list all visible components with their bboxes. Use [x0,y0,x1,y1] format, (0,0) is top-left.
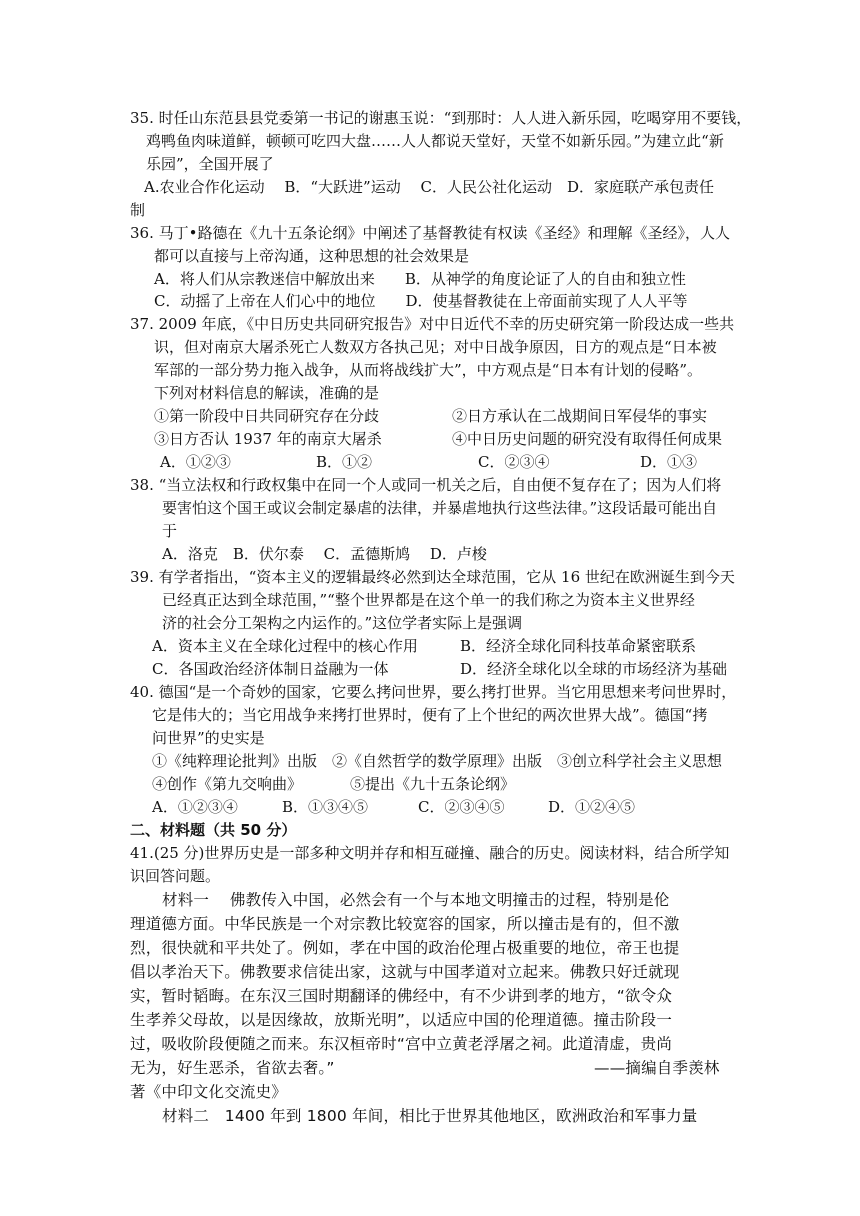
q37-option-c: C．②③④ [478,453,550,471]
q40-statements-1-3: ①《纯粹理论批判》出版 ②《自然哲学的数学原理》出版 ③创立科学社会主义思想 [152,752,723,770]
material1-line6: 生孝养父母故，以是因缘故，放斯光明”，以适应中国的伦理道德。撞击阶段一 [130,1011,673,1029]
q37-option-b: B．①② [316,453,373,471]
q40-option-a: A．①②③④ [152,798,238,816]
q39-stem-line3: 济的社会分工架构之内运作的。”这位学者实际上是强调 [162,614,523,632]
q40-option-d: D．①②④⑤ [548,798,636,816]
q40-stem-line2: 它是伟大的；当它用战争来拷打世界时，便有了上个世纪的两次世界大战”。德国“拷 [152,706,708,724]
material1-line5: 实，暂时韬晦。在东汉三国时期翻译的佛经中，有不少讲到孝的地方，“欲令众 [130,987,673,1005]
material1-source-wrap: 著《中印文化交流史》 [130,1083,288,1101]
q36-options-cd: C．动摇了上帝在人们心中的地位 D．使基督教徒在上帝面前实现了人人平等 [154,292,688,310]
material1-line8: 无为，好生恶杀，省欲去奢。” [130,1059,335,1077]
q40-stem-line3: 问世界”的史实是 [152,729,265,747]
q40-stem-line1: 40. 德国“是一个奇妙的国家，它要么拷问世界，要么拷打世界。当它用思想来考问世界时， [130,683,737,701]
q39-option-c: C．各国政治经济体制日益融为一体 [152,660,389,678]
material1-line3: 烈，很快就和平共处了。例如，孝在中国的政治伦理占极重要的地位，帝王也提 [130,939,680,957]
q38-stem-line3: 于 [162,522,178,540]
section-heading: 二、材料题（共 50 分） [130,821,297,839]
q40-option-b: B．①③④⑤ [282,798,369,816]
q37-stem-line3: 军部的一部分势力拖入战争，从而将战线扩大”，中方观点是“日本有计划的侵略”。 [154,361,703,379]
q37-stem-line2: 识，但对南京大屠杀死亡人数双方各执己见；对中日战争原因，日方的观点是“日本被 [154,338,717,356]
q40-statement-4: ④创作《第九交响曲》 [152,775,303,793]
q35-options: A.农业合作化运动 B．“大跃进”运动 C．人民公社化运动 D．家庭联产承包责任 [144,178,715,196]
material1-line7: 过，吸收阶段便随之而来。东汉桓帝时“宫中立黄老浮屠之祠。此道清虚，贵尚 [130,1035,673,1053]
material1-source: ——摘编自季羡林 [594,1059,720,1077]
material1-line4: 倡以孝治天下。佛教要求信徒出家，这就与中国孝道对立起来。佛教只好迁就现 [130,963,680,981]
q35-options-wrap: 制 [130,201,146,219]
q35-stem-line3: 乐园”，全国开展了 [146,155,274,173]
q38-options: A．洛克 B．伏尔泰 C．孟德斯鸠 D．卢梭 [162,545,487,563]
material2-line1: 材料二 1400 年到 1800 年间，相比于世界其他地区，欧洲政治和军事力量 [162,1107,698,1125]
q35-stem-line1: 35. 时任山东范县县党委第一书记的谢惠玉说：“到那时：人人进入新乐园，吃喝穿用不要钱， [130,109,752,127]
q39-option-d: D．经济全球化以全球的市场经济为基础 [460,660,728,678]
q37-option-a: A．①②③ [160,453,231,471]
q37-statement-4: ④中日历史问题的研究没有取得任何成果 [452,430,723,448]
q38-stem-line2: 要害怕这个国王或议会制定暴虐的法律，并暴虐地执行这些法律。”这段话最可能出自 [162,499,718,517]
q37-statement-1: ①第一阶段中日共同研究存在分歧 [154,407,380,425]
q40-statement-5: ⑤提出《九十五条论纲》 [350,775,516,793]
q39-option-a: A．资本主义在全球化过程中的核心作用 [152,637,418,655]
q41-stem-line1: 41.(25 分)世界历史是一部多种文明并存和相互碰撞、融合的历史。阅读材料，结合所学知 [130,844,730,862]
q37-option-d: D．①③ [640,453,698,471]
q37-stem-line4: 下列对材料信息的解读，准确的是 [154,384,380,402]
q35-stem-line2: 鸡鸭鱼肉味道鲜，顿顿可吃四大盘……人人都说天堂好，天堂不如新乐园。”为建立此“新 [146,132,724,150]
q36-stem-line2: 都可以直接与上帝沟通，这种思想的社会效果是 [154,247,470,265]
material1-line1: 材料一 佛教传入中国，必然会有一个与本地文明撞击的过程，特别是伦 [162,891,670,909]
q37-statement-2: ②日方承认在二战期间日军侵华的事实 [452,407,708,425]
q37-statement-3: ③日方否认 1937 年的南京大屠杀 [154,430,382,448]
q38-stem-line1: 38. “当立法权和行政权集中在同一个人或同一机关之后，自由便不复存在了；因为人们将 [130,476,722,494]
material1-line2: 理道德方面。中华民族是一个对宗教比较宽容的国家，所以撞击是有的，但不激 [130,915,680,933]
q39-stem-line2: 已经真正达到全球范围，”“整个世界都是在这个单一的我们称之为资本主义世界经 [162,591,695,609]
q41-stem-line2: 识回答问题。 [130,867,221,885]
q40-option-c: C．②③④⑤ [418,798,505,816]
q39-stem-line1: 39. 有学者指出，“资本主义的逻辑最终必然到达全球范围，它从 16 世纪在欧洲诞生到今天 [130,568,735,586]
q36-stem-line1: 36. 马丁•路德在《九十五条论纲》中阐述了基督教徒有权读《圣经》和理解《圣经》，人人 [130,224,730,242]
q39-option-b: B．经济全球化同科技革命紧密联系 [460,637,697,655]
q36-options-ab: A．将人们从宗教迷信中解放出来 B．从神学的角度论证了人的自由和独立性 [154,270,686,288]
q37-stem-line1: 37. 2009 年底，《中日历史共同研究报告》对中日近代不幸的历史研究第一阶段达成一些共 [130,315,735,333]
